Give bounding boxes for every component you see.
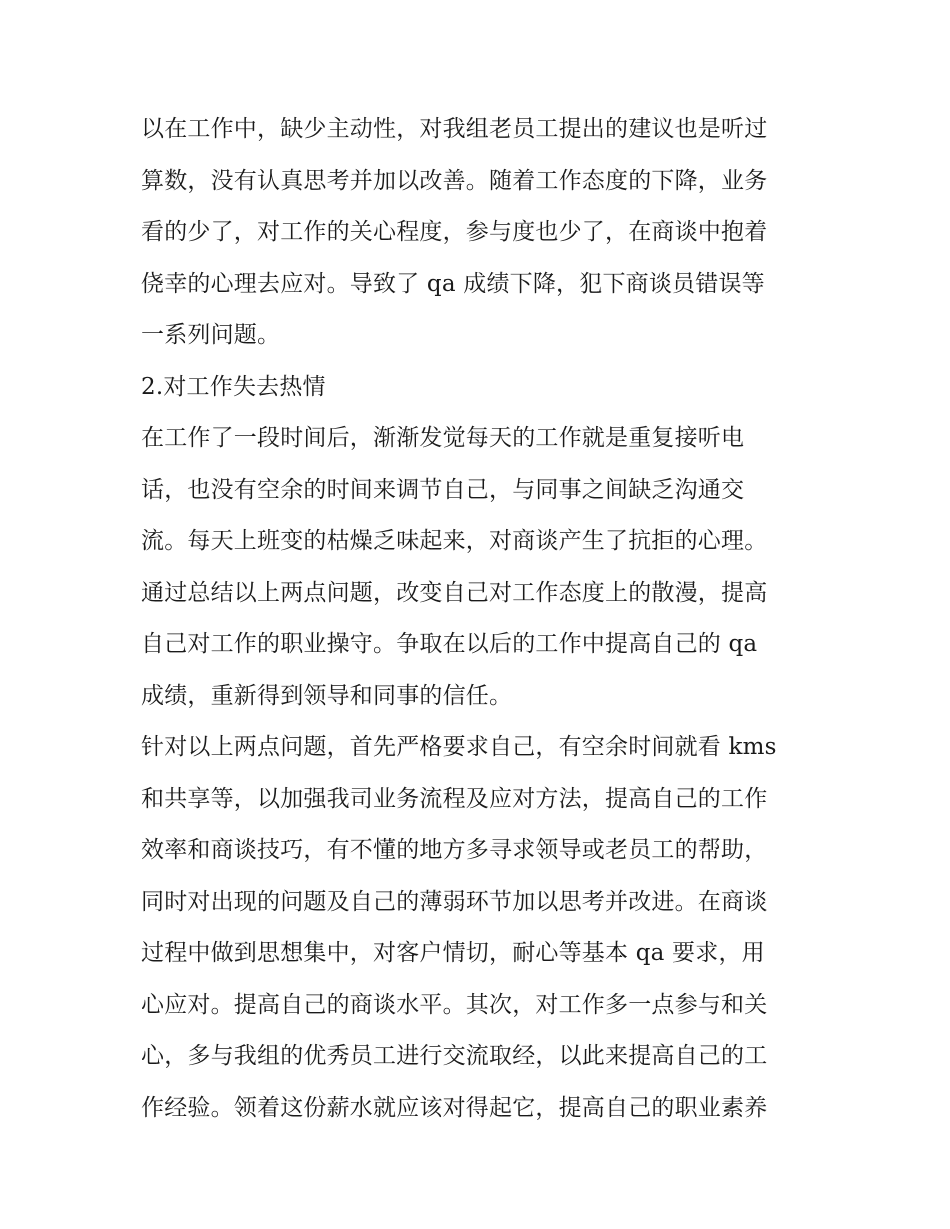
text-line: 过程中做到思想集中，对客户情切，耐心等基本 qa 要求，用: [141, 940, 765, 966]
text-line: 心，多与我组的优秀员工进行交流取经，以此来提高自己的工: [141, 1043, 768, 1069]
text-line: 看的少了，对工作的关心程度，参与度也少了，在商谈中抱着: [141, 219, 768, 245]
text-line: 同时对出现的问题及自己的薄弱环节加以思考并改进。在商谈: [141, 888, 768, 915]
text-line: 自己对工作的职业操守。争取在以后的工作中提高自己的 qa: [141, 631, 758, 657]
text-line: 针对以上两点问题，首先严格要求自己，有空余时间就看 kms: [141, 734, 777, 760]
text-line: 话，也没有空余的时间来调节自己，与同事之间缺乏沟通交: [141, 476, 745, 503]
text-line: 在工作了一段时间后，渐渐发觉每天的工作就是重复接听电: [141, 425, 745, 451]
section-heading: 2.对工作失去热情: [141, 373, 326, 400]
text-line: 算数，没有认真思考并加以改善。随着工作态度的下降，业务: [141, 167, 768, 194]
text-line: 和共享等，以加强我司业务流程及应对方法，提高自己的工作: [141, 785, 768, 812]
text-line: 通过总结以上两点问题，改变自己对工作态度上的散漫，提高: [141, 579, 768, 606]
text-line: 侥幸的心理去应对。导致了 qa 成绩下降，犯下商谈员错误等: [141, 270, 765, 297]
text-line: 流。每天上班变的枯燥乏味起来，对商谈产生了抗拒的心理。: [141, 528, 768, 554]
text-line: 一系列问题。: [141, 322, 281, 348]
text-line: 以在工作中，缺少主动性，对我组老员工提出的建议也是听过: [141, 116, 768, 142]
text-line: 作经验。领着这份薪水就应该对得起它，提高自己的职业素养: [141, 1094, 768, 1121]
text-line: 效率和商谈技巧，有不懂的地方多寻求领导或老员工的帮助，: [141, 837, 768, 863]
document-body: [141, 104, 821, 1134]
text-line: 心应对。提高自己的商谈水平。其次，对工作多一点参与和关: [141, 991, 768, 1018]
text-line: 成绩，重新得到领导和同事的信任。: [141, 682, 513, 709]
